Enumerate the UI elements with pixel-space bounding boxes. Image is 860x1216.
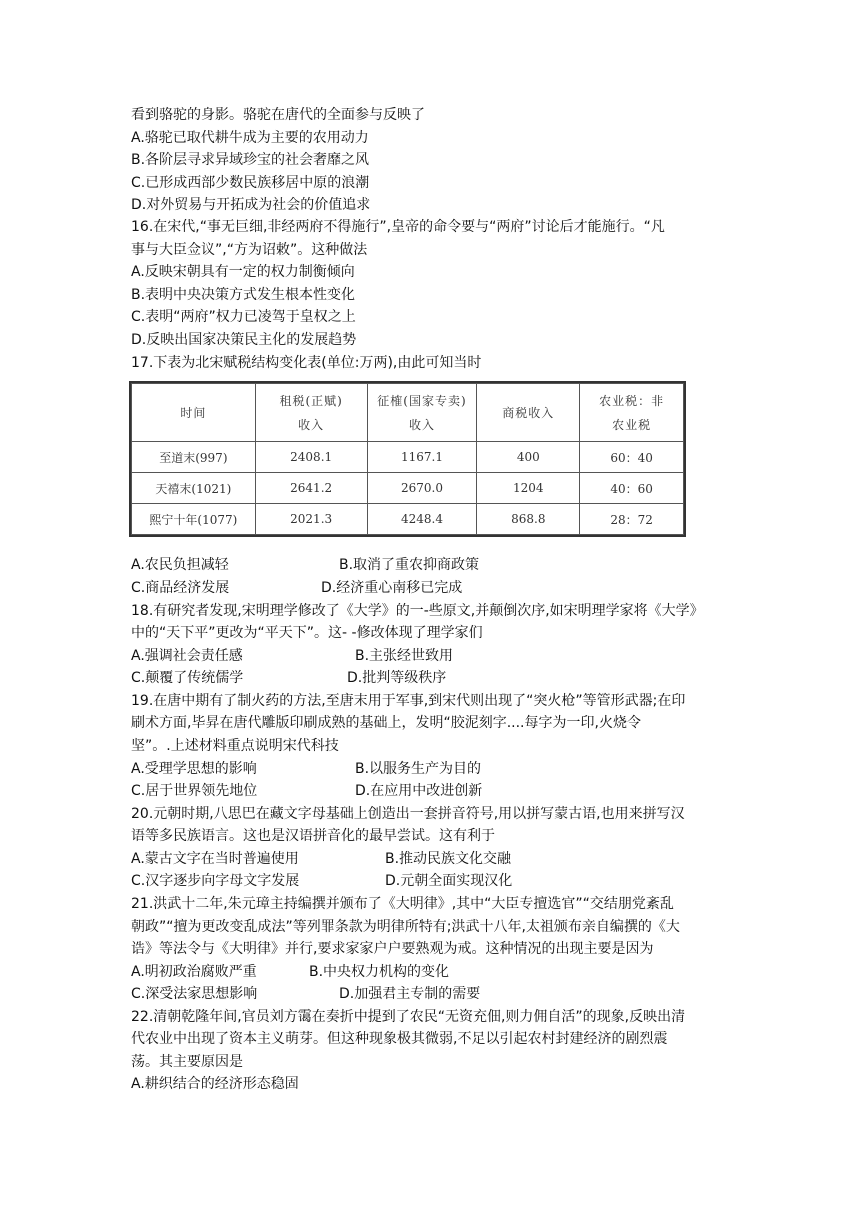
question-22-stem-cont: 荡。其主要原因是	[131, 1054, 243, 1070]
option-line: A.反映宋朝具有一定的权力制衡倾向	[131, 264, 355, 280]
table-cell: 熙宁十年(1077)	[132, 504, 256, 535]
table-cell: 天禧末(1021)	[132, 473, 256, 504]
table-cell: 868.8	[477, 504, 580, 535]
q22-option-a: A.耕织结合的经济形态稳固	[131, 1076, 299, 1092]
question-21-stem: 21.洪武十二年,朱元璋主持编撰并颁布了《大明律》,其中“大臣专擅选官”“交结朋党紊乱	[131, 896, 674, 912]
table-cell: 2021.3	[255, 504, 367, 535]
option-line: B.各阶层寻求异域珍宝的社会奢靡之风	[131, 152, 370, 168]
q18-option-c: C.颠覆了传统儒学	[131, 670, 244, 686]
header-commerce-tax: 商税收入	[477, 384, 580, 442]
option-line: B.表明中央决策方式发生根本性变化	[131, 287, 356, 303]
question-22-stem: 22.清朝乾隆年间,官员刘方霭在奏折中提到了农民“无资充佃,则力佣自活”的现象,反映出清	[131, 1009, 686, 1025]
question-21-stem-cont: 诰》等法令与《大明律》并行,要求家家户户要熟观为戒。这种情况的出现主要是因为	[131, 941, 654, 957]
table-cell: 2670.0	[367, 473, 477, 504]
q20-option-d: D.元朝全面实现汉化	[385, 873, 513, 889]
q19-option-b: B.以服务生产为目的	[355, 761, 482, 777]
question-18-stem-cont: 中的“天下平”更改为“平天下”。这- -修改体现了理学家们	[131, 625, 483, 641]
table-cell: 400	[477, 442, 580, 473]
table-row	[132, 473, 684, 504]
q18-option-b: B.主张经世致用	[355, 648, 454, 664]
header-monopoly: 征榷(国家专卖) 收入	[367, 384, 477, 442]
question-19-stem: 19.在唐中期有了制火药的方法,至唐末用于军事,到宋代则出现了“突火枪”等管形武器;在印	[131, 693, 686, 709]
table-cell: 至道末(997)	[132, 442, 256, 473]
table-cell: 2408.1	[255, 442, 367, 473]
table-cell: 40：60	[580, 473, 684, 504]
q17-option-c: C.商品经济发展	[131, 580, 230, 596]
q19-option-c: C.居于世界领先地位	[131, 783, 258, 799]
header-ratio: 农业税：非 农业税	[580, 384, 684, 442]
question-17-stem: 17.下表为北宋赋税结构变化表(单位:万两),由此可知当时	[131, 355, 482, 371]
table-cell: 1204	[477, 473, 580, 504]
option-line: D.对外贸易与开拓成为社会的价值追求	[131, 197, 371, 213]
question-22-stem-cont: 代农业中出现了资本主义萌芽。但这种现象极其微弱,不足以引起农村封建经济的剧烈震	[131, 1031, 668, 1047]
text-line: 看到骆驼的身影。骆驼在唐代的全面参与反映了	[131, 107, 425, 123]
header-time: 时间	[132, 384, 256, 442]
q18-option-a: A.强调社会责任感	[131, 648, 243, 664]
q19-option-d: D.在应用中改进创新	[355, 783, 483, 799]
q19-option-a: A.受理学思想的影响	[131, 761, 257, 777]
q17-option-b: B.取消了重农抑商政策	[339, 557, 480, 573]
question-20-stem: 20.元朝时期,八思巴在藏文字母基础上创造出一套拼音符号,用以拼写蒙古语,也用来拼写汉	[131, 806, 685, 822]
question-19-stem-cont: 刷术方面,毕昇在唐代雕版印刷成熟的基础上，发明“胶泥刻字....每字为一印,火烧令	[131, 715, 641, 731]
table-row	[132, 442, 684, 473]
q20-option-c: C.汉字逐步向字母文字发展	[131, 873, 300, 889]
table-cell: 1167.1	[367, 442, 477, 473]
table-cell: 4248.4	[367, 504, 477, 535]
q21-option-a: A.明初政治腐败严重	[131, 964, 257, 980]
q21-option-d: D.加强君主专制的需要	[339, 986, 481, 1002]
table-header-row	[132, 384, 684, 442]
table-cell: 60：40	[580, 442, 684, 473]
q21-option-c: C.深受法家思想影响	[131, 986, 258, 1002]
question-16-stem: 16.在宋代,“事无巨细,非经两府不得施行”,皇帝的命令要与“两府”讨论后才能施行。“凡	[131, 219, 665, 235]
option-line: C.表明“两府”权力已凌驾于皇权之上	[131, 309, 356, 325]
q21-option-b: B.中央权力机构的变化	[309, 964, 450, 980]
q17-option-a: A.农民负担减轻	[131, 557, 229, 573]
q18-option-d: D.批判等级秩序	[347, 670, 447, 686]
table-cell: 28：72	[580, 504, 684, 535]
q20-option-a: A.蒙古文字在当时普遍使用	[131, 851, 299, 867]
tax-structure-table	[131, 383, 684, 535]
question-18-stem: 18.有研究者发现,宋明理学修改了《大学》的一-些原文,并颠倒次序,如宋明理学家将《大学》	[131, 603, 704, 619]
q20-option-b: B.推动民族文化交融	[385, 851, 512, 867]
question-20-stem-cont: 语等多民族语言。这也是汉语拼音化的最早尝试。这有利于	[131, 828, 495, 844]
table-cell: 2641.2	[255, 473, 367, 504]
table-row	[132, 504, 684, 535]
option-line: D.反映出国家决策民主化的发展趋势	[131, 332, 357, 348]
question-16-stem-cont: 事与大臣佥议”,“方为诏敕”。这种做法	[131, 242, 368, 258]
option-line: C.已形成西部少数民族移居中原的浪潮	[131, 175, 370, 191]
option-line: A.骆驼已取代耕牛成为主要的农用动力	[131, 130, 369, 146]
q17-option-d: D.经济重心南移已完成	[321, 580, 463, 596]
question-21-stem-cont: 朝政”“擅为更改变乱成法”等列罪条款为明律所特有;洪武十八年,太祖颁布亲自编撰的《大	[131, 919, 680, 935]
header-land-tax: 租税(正赋) 收入	[255, 384, 367, 442]
question-19-stem-cont: 坚”。.上述材料重点说明宋代科技	[131, 738, 339, 754]
